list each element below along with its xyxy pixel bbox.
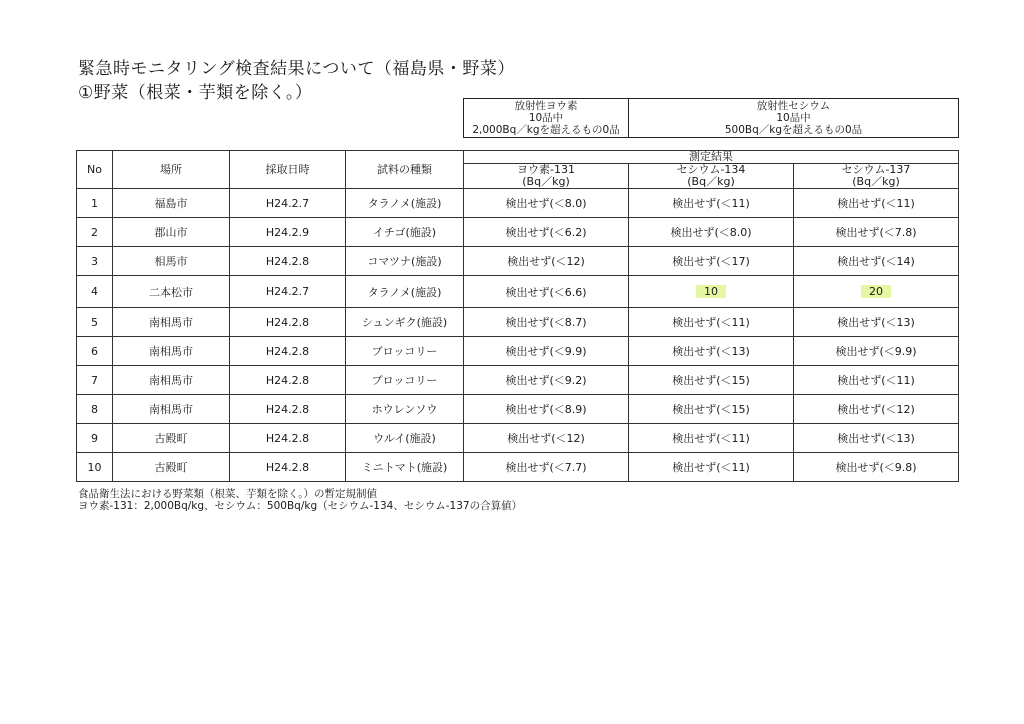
cell-sample: ホウレンソウ	[346, 395, 464, 424]
table-row	[77, 337, 959, 366]
cell-place: 南相馬市	[113, 366, 230, 395]
cell-i131: 検出せず(＜6.2)	[464, 218, 629, 247]
cell-date: H24.2.7	[230, 189, 346, 218]
table-row	[77, 308, 959, 337]
header-cs137-unit: (Bq／kg)	[852, 175, 900, 188]
cell-place: 古殿町	[113, 424, 230, 453]
cell-i131: 検出せず(＜9.2)	[464, 366, 629, 395]
table-row	[77, 366, 959, 395]
cell-no: 7	[77, 366, 113, 395]
cell-sample: タラノメ(施設)	[346, 189, 464, 218]
summary-cesium-count: 10品中	[776, 112, 811, 124]
cell-place: 相馬市	[113, 247, 230, 276]
cell-no: 10	[77, 453, 113, 482]
cell-no: 2	[77, 218, 113, 247]
cell-i131: 検出せず(＜12)	[464, 247, 629, 276]
cell-cs134: 検出せず(＜13)	[629, 337, 794, 366]
header-sample: 試料の種類	[346, 151, 464, 189]
cell-no: 4	[77, 276, 113, 308]
header-cs134-label: セシウム-134	[676, 163, 746, 176]
summary-cesium-label: 放射性セシウム	[756, 100, 831, 112]
table-row	[77, 276, 959, 308]
cell-sample: ミニトマト(施設)	[346, 453, 464, 482]
cell-i131: 検出せず(＜12)	[464, 424, 629, 453]
cell-cs134: 検出せず(＜17)	[629, 247, 794, 276]
header-results: 測定結果	[464, 151, 959, 164]
note-regulation-values: ヨウ素-131：2,000Bq/kg、セシウム：500Bq/kg（セシウム-134、セシウム-137の合算値）	[78, 500, 523, 512]
cell-sample: シュンギク(施設)	[346, 308, 464, 337]
header-cs134	[629, 164, 794, 189]
header-no: No	[77, 151, 113, 189]
header-date: 採取日時	[230, 151, 346, 189]
cell-cs137: 検出せず(＜11)	[794, 189, 959, 218]
cell-place: 南相馬市	[113, 395, 230, 424]
cell-cs137: 検出せず(＜11)	[794, 366, 959, 395]
cell-no: 1	[77, 189, 113, 218]
cell-no: 3	[77, 247, 113, 276]
cell-cs137: 検出せず(＜13)	[794, 424, 959, 453]
header-i131	[464, 164, 629, 189]
cell-i131: 検出せず(＜7.7)	[464, 453, 629, 482]
cell-sample: ウルイ(施設)	[346, 424, 464, 453]
cell-i131: 検出せず(＜8.9)	[464, 395, 629, 424]
highlighted-value: 20	[861, 285, 891, 298]
cell-place: 南相馬市	[113, 308, 230, 337]
cell-cs134	[629, 276, 794, 308]
header-place: 場所	[113, 151, 230, 189]
cell-sample: ブロッコリー	[346, 366, 464, 395]
results-table	[76, 150, 959, 482]
table-row	[77, 189, 959, 218]
header-cs137	[794, 164, 959, 189]
cell-cs134: 検出せず(＜11)	[629, 453, 794, 482]
cell-date: H24.2.7	[230, 276, 346, 308]
header-i131-unit: (Bq／kg)	[522, 175, 570, 188]
table-row	[77, 218, 959, 247]
cell-cs134: 検出せず(＜8.0)	[629, 218, 794, 247]
cell-date: H24.2.8	[230, 337, 346, 366]
cell-i131: 検出せず(＜8.0)	[464, 189, 629, 218]
summary-cesium-detail: 500Bq／kgを超えるもの0品	[724, 124, 863, 136]
cell-date: H24.2.8	[230, 247, 346, 276]
cell-cs137	[794, 276, 959, 308]
summary-iodine-detail: 2,000Bq／kgを超えるもの0品	[472, 124, 620, 136]
cell-cs137: 検出せず(＜14)	[794, 247, 959, 276]
summary-iodine-cell	[464, 99, 629, 138]
cell-place: 二本松市	[113, 276, 230, 308]
cell-no: 9	[77, 424, 113, 453]
cell-cs134: 検出せず(＜15)	[629, 366, 794, 395]
cell-no: 8	[77, 395, 113, 424]
cell-cs137: 検出せず(＜9.8)	[794, 453, 959, 482]
cell-i131: 検出せず(＜9.9)	[464, 337, 629, 366]
cell-cs137: 検出せず(＜9.9)	[794, 337, 959, 366]
cell-cs134: 検出せず(＜11)	[629, 189, 794, 218]
highlighted-value: 10	[696, 285, 726, 298]
page-title: 緊急時モニタリング検査結果について（福島県・野菜）	[78, 59, 515, 79]
table-row	[77, 395, 959, 424]
header-cs134-unit: (Bq／kg)	[687, 175, 735, 188]
cell-date: H24.2.8	[230, 308, 346, 337]
cell-cs134: 検出せず(＜11)	[629, 308, 794, 337]
header-i131-label: ヨウ素-131	[517, 163, 575, 176]
summary-iodine-count: 10品中	[528, 112, 564, 124]
cell-cs137: 検出せず(＜7.8)	[794, 218, 959, 247]
page-subtitle: ①野菜（根菜・芋類を除く。）	[78, 83, 313, 103]
cell-place: 南相馬市	[113, 337, 230, 366]
cell-place: 古殿町	[113, 453, 230, 482]
cell-i131: 検出せず(＜6.6)	[464, 276, 629, 308]
table-row	[77, 453, 959, 482]
cell-place: 福島市	[113, 189, 230, 218]
note-regulation-title: 食品衛生法における野菜類（根菜、芋類を除く。）の暫定規制値	[78, 488, 378, 500]
header-cs137-label: セシウム-137	[841, 163, 911, 176]
cell-date: H24.2.8	[230, 424, 346, 453]
cell-sample: ブロッコリー	[346, 337, 464, 366]
summary-cesium-cell	[629, 99, 959, 138]
cell-date: H24.2.8	[230, 453, 346, 482]
cell-date: H24.2.9	[230, 218, 346, 247]
summary-iodine-label: 放射性ヨウ素	[514, 100, 578, 112]
table-row	[77, 424, 959, 453]
table-row	[77, 247, 959, 276]
summary-table	[463, 98, 959, 138]
cell-sample: コマツナ(施設)	[346, 247, 464, 276]
cell-date: H24.2.8	[230, 395, 346, 424]
cell-sample: タラノメ(施設)	[346, 276, 464, 308]
cell-no: 5	[77, 308, 113, 337]
cell-place: 郡山市	[113, 218, 230, 247]
cell-cs134: 検出せず(＜11)	[629, 424, 794, 453]
cell-cs134: 検出せず(＜15)	[629, 395, 794, 424]
cell-cs137: 検出せず(＜12)	[794, 395, 959, 424]
cell-date: H24.2.8	[230, 366, 346, 395]
cell-sample: イチゴ(施設)	[346, 218, 464, 247]
cell-no: 6	[77, 337, 113, 366]
cell-i131: 検出せず(＜8.7)	[464, 308, 629, 337]
cell-cs137: 検出せず(＜13)	[794, 308, 959, 337]
